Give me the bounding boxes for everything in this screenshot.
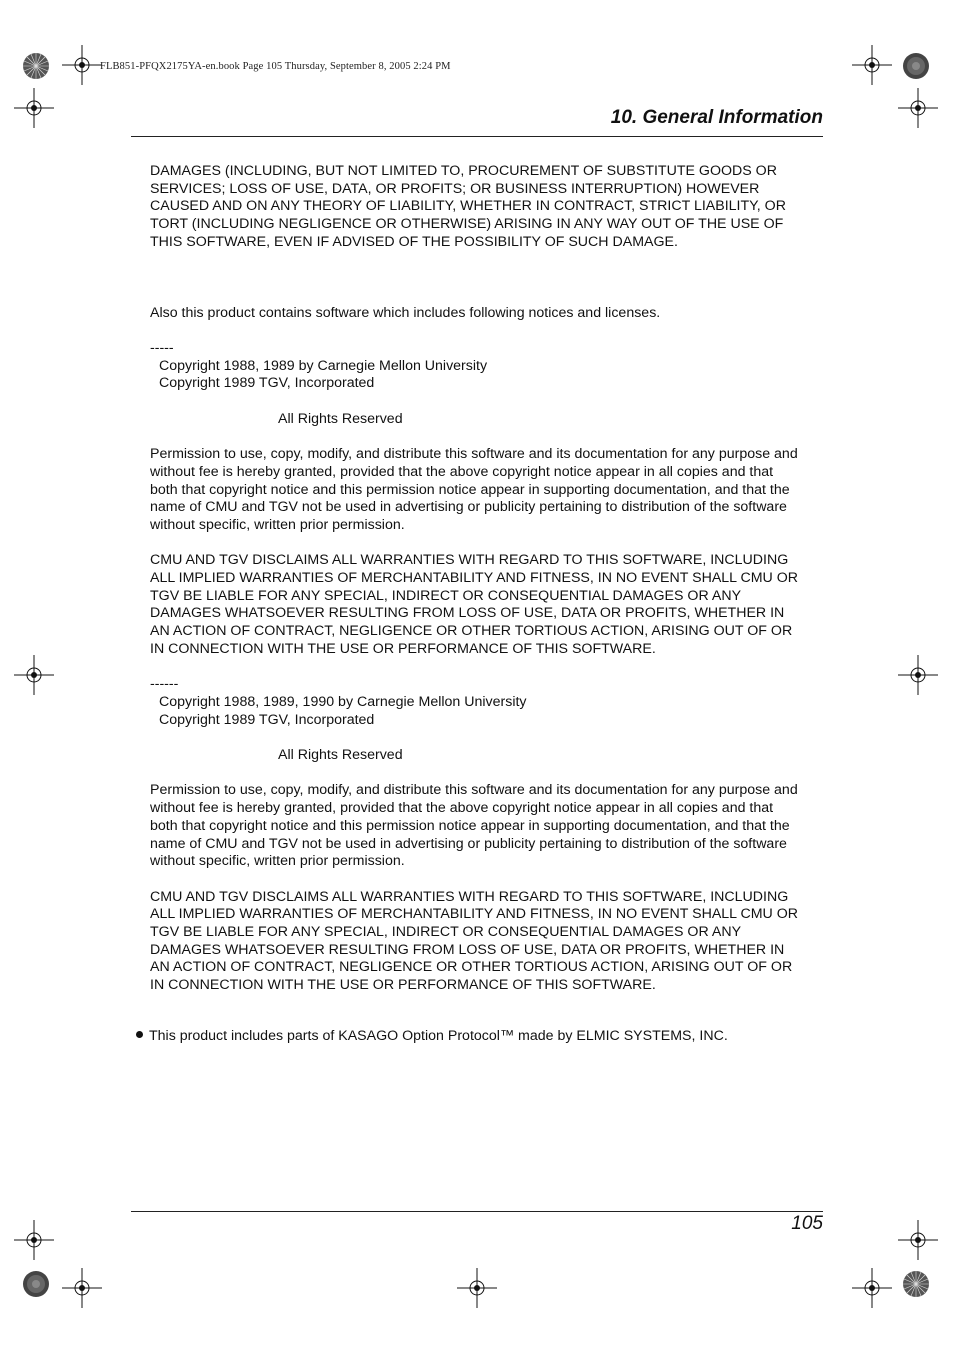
disclaimer-paragraph-2: CMU AND TGV DISCLAIMS ALL WARRANTIES WITH REGARD TO THIS SOFTWARE, INCLUDING ALL IMPLIED WARRANTIES OF MERCHANTABILITY AND FITNESS, IN NO EVENT SHALL CMU OR TGV BE LIABLE FOR ANY SPECIAL, INDIRECT OR CONSEQUENTIAL DAMAGES OR ANY DAMAGES WHATSOEVER RESULTING FROM LOSS OF USE, DATA OR PROFITS, WHETHER IN AN ACTION OF CONTRACT, NEGLIGENCE OR OTHER TORTIOUS ACTION, ARISING OUT OF OR IN CONNECTION WITH THE USE OR PERFORMANCE OF THIS SOFTWARE. [150, 888, 799, 994]
permission-paragraph-1: Permission to use, copy, modify, and distribute this software and its documentation for any purpose and without fee is hereby granted, provided that the above copyright notice appear in all copies and that both that copyright notice and this permission notice appear in supporting documentation, and that the name of CMU and TGV not be used in advertising or publicity pertaining to distribution of the software without specific, written prior permission. [150, 446, 798, 533]
crosshair-registration-icon [898, 655, 938, 695]
print-header-line: FLB851-PFQX2175YA-en.book Page 105 Thursday, September 8, 2005 2:24 PM [100, 61, 451, 72]
crosshair-registration-icon [898, 1220, 938, 1260]
crosshair-registration-icon [14, 1220, 54, 1260]
copyright-2-line-b: Copyright 1989 TGV, Incorporated [159, 711, 375, 728]
crosshair-registration-icon [457, 1268, 497, 1308]
damages-paragraph: DAMAGES (INCLUDING, BUT NOT LIMITED TO, PROCUREMENT OF SUBSTITUTE GOODS OR SERVICES; LOSS OF USE, DATA, OR PROFITS; OR BUSINESS INTERRUPTION) HOWEVER CAUSED AND ON ANY THEORY OF LIABILITY, WHETHER IN CONTRACT, STRICT LIABILITY, OR TORT (INCLUDING NEGLIGENCE OR OTHERWISE) ARISING IN ANY WAY OUT OF THE USE OF THIS SOFTWARE, EVEN IF ADVISED OF THE POSSIBILITY OF SUCH DAMAGE. [150, 163, 786, 250]
crosshair-registration-icon [14, 655, 54, 695]
rights-reserved-1: All Rights Reserved [278, 410, 403, 427]
footer-rule [131, 1211, 823, 1212]
page-number: 105 [791, 1213, 823, 1234]
license-body [150, 163, 830, 995]
separator-1: ----- [150, 339, 174, 356]
color-registration-target-icon [22, 52, 50, 80]
bullet-note-text: This product includes parts of KASAGO Option Protocol™ made by ELMIC SYSTEMS, INC. [149, 1028, 728, 1044]
copyright-1-line-b: Copyright 1989 TGV, Incorporated [159, 375, 375, 392]
crosshair-registration-icon [14, 88, 54, 128]
header-rule [131, 136, 823, 137]
rights-reserved-2: All Rights Reserved [278, 747, 403, 763]
crosshair-registration-icon [898, 88, 938, 128]
color-registration-target-icon [22, 1270, 50, 1298]
bullet-note [136, 1028, 728, 1046]
also-paragraph: Also this product contains software which includes following notices and licenses. [150, 304, 661, 321]
color-registration-target-icon [902, 1270, 930, 1298]
crosshair-registration-icon [852, 45, 892, 85]
color-registration-target-icon [902, 52, 930, 80]
copyright-1-line-a: Copyright 1988, 1989 by Carnegie Mellon University [159, 357, 488, 374]
permission-paragraph-2: Permission to use, copy, modify, and distribute this software and its documentation for any purpose and without fee is hereby granted, provided that the above copyright notice appear in all copies and that both that copyright notice and this permission notice appear in supporting documentation, and that the name of CMU and TGV not be used in advertising or publicity pertaining to distribution of the software without specific, written prior permission. [150, 782, 798, 870]
copyright-2-line-a: Copyright 1988, 1989, 1990 by Carnegie Mellon University [159, 693, 527, 710]
crosshair-registration-icon [62, 1268, 102, 1308]
chapter-title: 10. General Information [610, 107, 823, 128]
separator-2: ------ [150, 676, 179, 693]
disclaimer-paragraph-1: CMU AND TGV DISCLAIMS ALL WARRANTIES WITH REGARD TO THIS SOFTWARE, INCLUDING ALL IMPLIED WARRANTIES OF MERCHANTABILITY AND FITNESS, IN NO EVENT SHALL CMU OR TGV BE LIABLE FOR ANY SPECIAL, INDIRECT OR CONSEQUENTIAL DAMAGES OR ANY DAMAGES WHATSOEVER RESULTING FROM LOSS OF USE, DATA OR PROFITS, WHETHER IN AN ACTION OF CONTRACT, NEGLIGENCE OR OTHER TORTIOUS ACTION, ARISING OUT OF OR IN CONNECTION WITH THE USE OR PERFORMANCE OF THIS SOFTWARE. [150, 552, 799, 657]
crosshair-registration-icon [62, 45, 102, 85]
crosshair-registration-icon [852, 1268, 892, 1308]
bullet-dot-icon [136, 1031, 143, 1038]
